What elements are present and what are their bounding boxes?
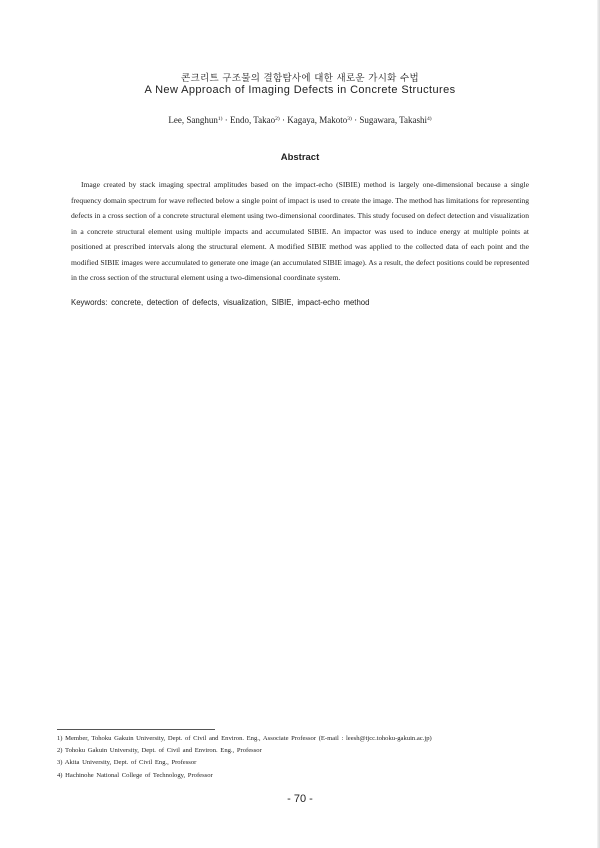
abstract-body: Image created by stack imaging spectral amplitudes based on the impact-echo (SIBIE) method is largely one-dimensional because a single frequency domain spectrum for wave reflected below a single point of impact is used to create the image. The method has limitations for representing defects in a cross section of a concrete structural element using two-dimensional coordinates. This study focused on defect detection and visualization in a concrete structural element using multiple impacts and accumulated SIBIE. An impactor was used to induce energy at multiple points at positioned at prescribed intervals along the structural element. A modified SIBIE method was applied to the collected data of each point and the modified SIBIE images were accumulated to generate one image (an accumulated SIBIE image). As a result, the defect positions could be represented in the cross section of the structural element using a two-dimensional coordinate system.: [71, 180, 529, 282]
footnote: 2) Tohoku Gakuin University, Dept. of Civil and Environ. Eng., Professor: [57, 747, 262, 755]
author-affiliation-mark: 3): [347, 116, 352, 122]
author-separator: ·: [351, 115, 360, 125]
author-affiliation-mark: 2): [275, 116, 280, 122]
footnote: 1) Member, Tohoku Gakuin University, Dept. of Civil and Environ. Eng., Associate Professor (E-mail : leesh@tjcc.tohoku-gakuin.ac.jp): [57, 735, 432, 742]
page-number: - 70 -: [287, 793, 313, 805]
keywords-line: Keywords: concrete, detection of defects, visualization, SIBIE, impact-echo method: [71, 298, 370, 307]
author-name: Lee, Sanghun: [168, 115, 218, 125]
title-english: A New Approach of Imaging Defects in Concrete Structures: [144, 84, 456, 96]
author-list: [0, 115, 600, 125]
footnote-divider: [57, 729, 215, 730]
author-separator: ·: [279, 115, 288, 125]
author-name: Endo, Takao: [229, 115, 276, 125]
footnote: 3) Akita University, Dept. of Civil Eng., Professor: [57, 759, 197, 767]
title-korean: 콘크리트 구조물의 결함탐사에 대한 새로운 가시화 수법: [181, 73, 419, 84]
abstract-heading: Abstract: [280, 152, 320, 163]
author-affiliation-mark: 1): [217, 116, 223, 122]
author-name: Kagaya, Makoto: [287, 115, 348, 125]
author-affiliation-mark: 4): [427, 116, 432, 122]
footnotes: [57, 733, 537, 782]
author-name: Sugawara, Takashi: [359, 115, 428, 125]
footnote: 4) Hachinohe National College of Technology, Professor: [57, 771, 213, 779]
author-separator: ·: [222, 115, 230, 125]
